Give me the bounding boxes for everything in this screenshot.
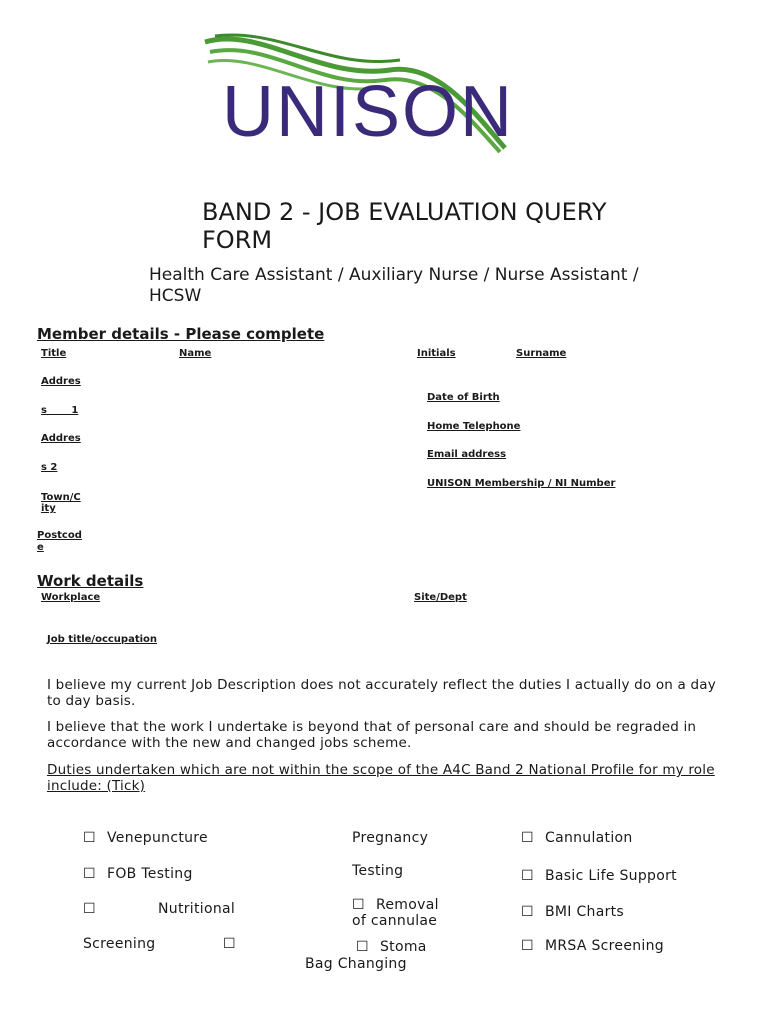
job-title-label[interactable]: Job title/occupation [47, 634, 158, 645]
postcode-label-a[interactable]: Postcod [37, 530, 82, 541]
checkbox-cannulation[interactable]: ☐ [521, 830, 534, 846]
duty-bmi-charts-label: BMI Charts [545, 904, 625, 920]
workplace-label[interactable]: Workplace [41, 592, 101, 603]
title-field-label[interactable]: Title [41, 348, 67, 359]
initials-field-label[interactable]: Initials [417, 348, 456, 359]
statement-regrade: I believe that the work I undertake is beyond that of personal care and should be regraded in accordance with the new and changed jobs scheme. [47, 719, 697, 751]
checkbox-bmi-charts[interactable]: ☐ [521, 904, 534, 920]
form-title [202, 198, 607, 254]
duty-stoma-label: Stoma [380, 939, 427, 955]
address1-label-b[interactable]: s 1 [41, 405, 79, 416]
checkbox-basic-life-support[interactable]: ☐ [521, 868, 534, 884]
address1-label-a[interactable]: Addres [41, 376, 81, 387]
duty-of-cannulae-label: of cannulae [352, 913, 438, 929]
form-subtitle [149, 265, 639, 307]
membership-number-label[interactable]: UNISON Membership / NI Number [427, 478, 616, 489]
duty-screening-label: Screening [83, 936, 156, 952]
unison-logo [200, 30, 515, 160]
home-telephone-label[interactable]: Home Telephone [427, 421, 521, 432]
name-field-label[interactable]: Name [179, 348, 212, 359]
email-address-label[interactable]: Email address [427, 449, 507, 460]
surname-field-label[interactable]: Surname [516, 348, 567, 359]
unison-logo-graphic [200, 30, 515, 160]
form-subtitle-line2: HCSW [149, 286, 202, 306]
duty-nutritional-label: Nutritional [158, 901, 236, 917]
unison-logo-text: UNISON [222, 72, 515, 152]
duty-removal-label: Removal [376, 897, 439, 913]
duty-venepuncture-label: Venepuncture [107, 830, 208, 846]
checkbox-venepuncture[interactable]: ☐ [83, 830, 96, 846]
form-title-line2: FORM [202, 226, 273, 254]
checkbox-stoma-bag-changing[interactable]: ☐ [223, 936, 236, 952]
checkbox-fob-testing[interactable]: ☐ [83, 866, 96, 882]
dob-field-label[interactable]: Date of Birth [427, 392, 500, 403]
town-label-a[interactable]: Town/C [41, 492, 81, 503]
form-subtitle-line1: Health Care Assistant / Auxiliary Nurse / Nurse Assistant / [149, 265, 639, 285]
site-dept-label[interactable]: Site/Dept [414, 592, 467, 603]
checkbox-mrsa-screening[interactable]: ☐ [521, 938, 534, 954]
duty-testing-label: Testing [352, 863, 404, 879]
checkbox-nutritional-screening[interactable]: ☐ [83, 901, 96, 917]
duty-cannulation-label: Cannulation [545, 830, 633, 846]
work-details-heading: Work details [37, 572, 144, 590]
form-title-line1: BAND 2 - JOB EVALUATION QUERY [202, 198, 607, 226]
statement-duties-intro: Duties undertaken which are not within the scope of the A4C Band 2 National Profile for my role include: (Tick) [47, 762, 715, 794]
town-label-b[interactable]: ity [41, 503, 56, 514]
duty-basic-life-support-label: Basic Life Support [545, 868, 677, 884]
member-details-heading: Member details - Please complete [37, 325, 325, 343]
duty-pregnancy-label: Pregnancy [352, 830, 429, 846]
duty-bag-changing-label: Bag Changing [305, 956, 407, 972]
duty-mrsa-screening-label: MRSA Screening [545, 938, 664, 954]
address2-label-b[interactable]: s 2 [41, 462, 58, 473]
postcode-label-b[interactable]: e [37, 542, 44, 553]
checkbox-stoma-extra[interactable]: ☐ [356, 939, 369, 955]
statement-job-description: I believe my current Job Description does not accurately reflect the duties I actually do on a day to day basis. [47, 677, 716, 709]
duty-fob-testing-label: FOB Testing [107, 866, 193, 882]
checkbox-removal-of-cannulae[interactable]: ☐ [352, 897, 365, 913]
address2-label-a[interactable]: Addres [41, 433, 81, 444]
